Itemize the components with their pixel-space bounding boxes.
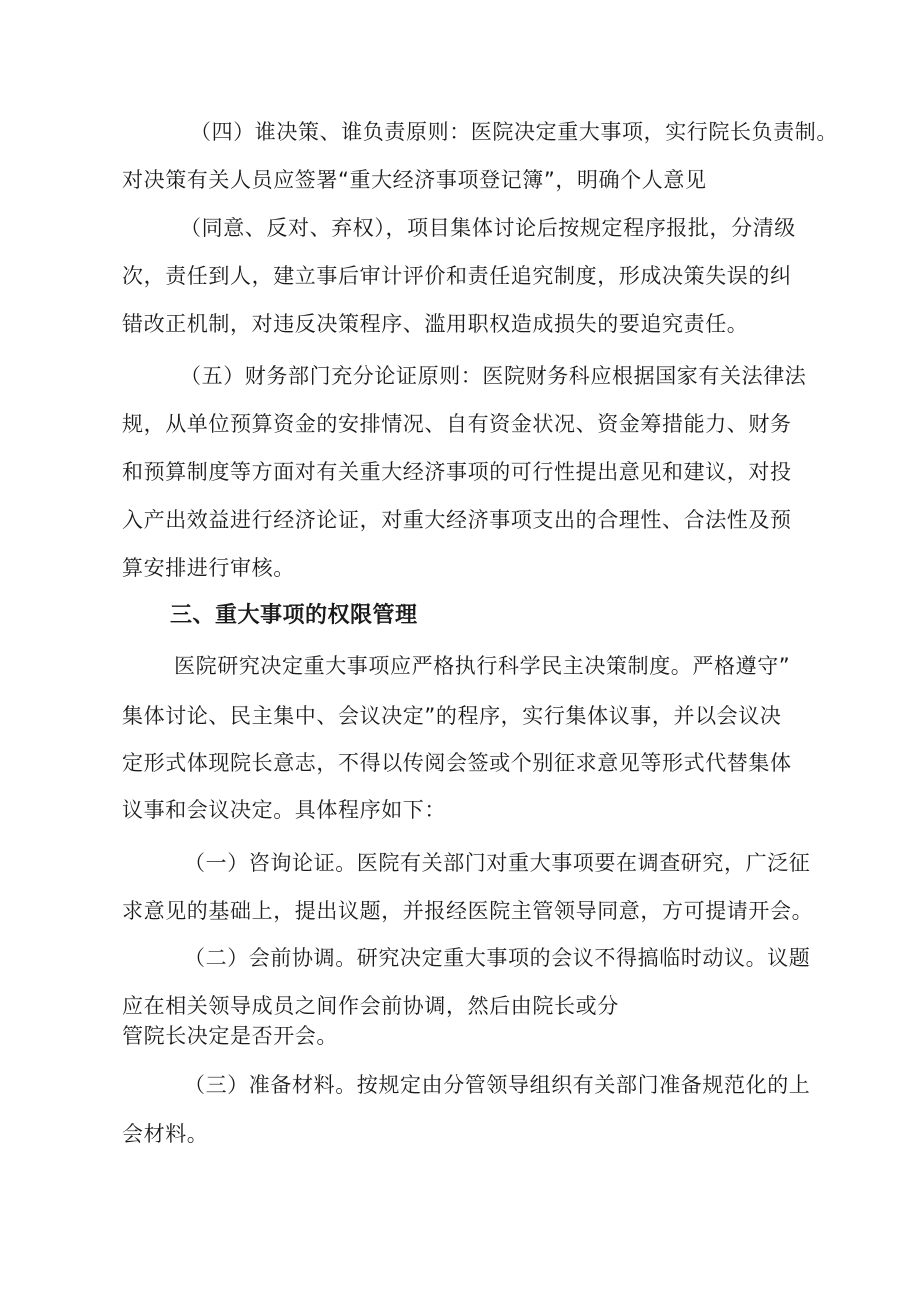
paragraph-line: 集体讨论、民主集中、会议决定”的程序，实行集体议事，并以会议决 [122,704,782,728]
paragraph-line: （一）咨询论证。医院有关部门对重大事项要在调查研究，广泛征 [184,851,811,875]
paragraph-line: 入产出效益进行经济论证，对重大经济事项支出的合理性、合法性及预 [122,508,792,532]
paragraph-line: 议事和会议决定。具体程序如下： [122,798,446,822]
paragraph-line: （三）准备材料。按规定由分管领导组织有关部门准备规范化的上 [184,1073,811,1097]
paragraph-line: （同意、反对、弃权），项目集体讨论后按规定程序报批，分清级 [180,216,796,240]
paragraph-line: 次，责任到人，建立事后审计评价和责任追究制度，形成决策失误的纠 [122,264,792,288]
paragraph-line: 定形式体现院长意志，不得以传阅会签或个别征求意见等形式代替集体 [122,751,792,775]
paragraph-line: 对决策有关人员应签署“重大经济事项登记簿”，明确个人意见 [122,168,707,192]
paragraph-line: 会材料。 [122,1122,209,1146]
paragraph-line: 错改正机制，对违反决策程序、滥用职权造成损失的要追究责任。 [122,312,749,336]
paragraph-line: （五）财务部门充分论证原则：医院财务科应根据国家有关法律法 [180,364,807,388]
paragraph-line: 和预算制度等方面对有关重大经济事项的可行性提出意见和建议，对投 [122,460,792,484]
paragraph-line: 医院研究决定重大事项应严格执行科学民主决策制度。严格遵守” [174,654,791,678]
paragraph-line: （四）谁决策、谁负责原则：医院决定重大事项，实行院长负责制。 [190,120,838,144]
paragraph-line: （二）会前协调。研究决定重大事项的会议不得搞临时动议。议题 [184,946,811,970]
section-heading: 三、重大事项的权限管理 [170,603,418,628]
paragraph-line: 算安排进行审核。 [122,556,295,580]
paragraph-line: 求意见的基础上，提出议题，并报经医院主管领导同意，方可提请开会。 [122,899,814,923]
paragraph-line: 应在相关领导成员之间作会前协调，然后由院长或分 [122,994,619,1018]
paragraph-line: 规，从单位预算资金的安排情况、自有资金状况、资金筹措能力、财务 [122,412,792,436]
paragraph-line: 管院长决定是否开会。 [122,1024,338,1048]
